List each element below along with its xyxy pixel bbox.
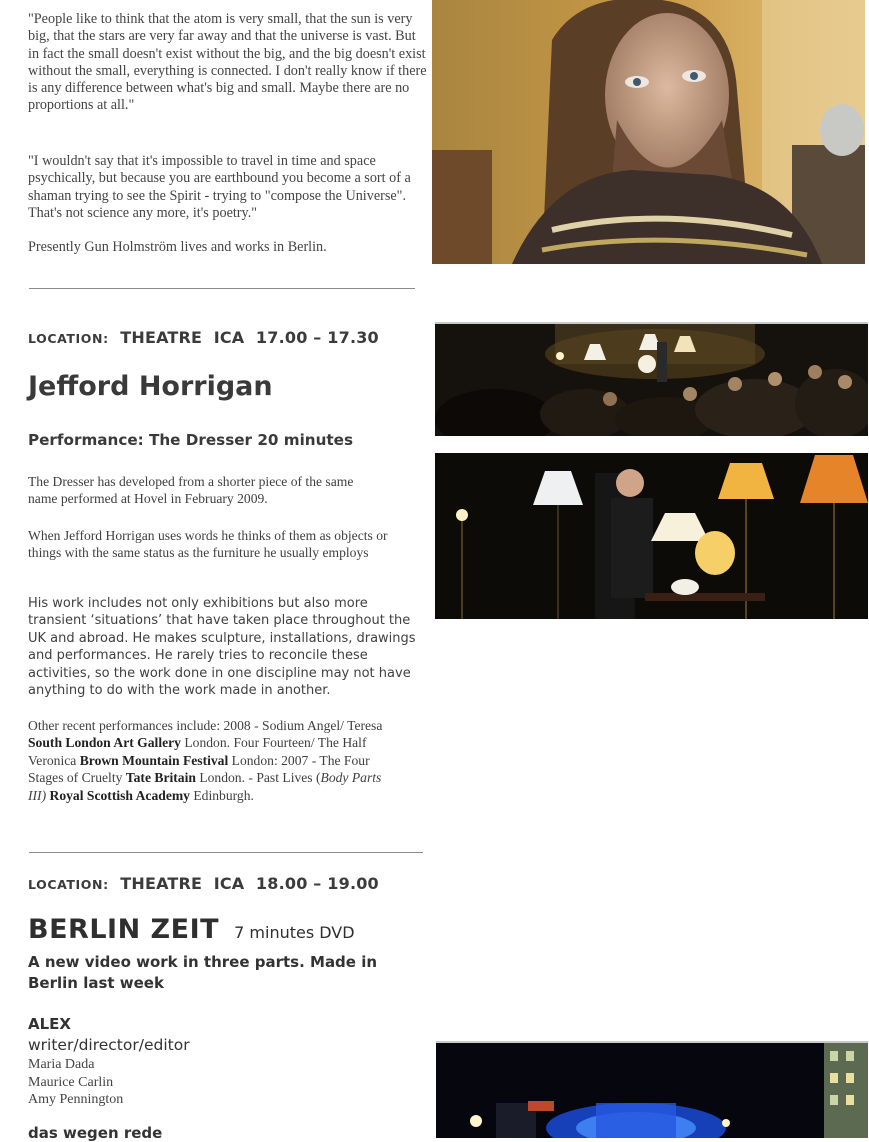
location-label-2: LOCATION: (28, 877, 109, 892)
recent-text-2: London. Four Fourteen/ The Half Veronica (28, 735, 367, 768)
night-city-photo (436, 1041, 868, 1138)
portrait-image (432, 0, 865, 264)
location-line-1 (28, 328, 379, 347)
performer-photo (435, 453, 868, 619)
portrait-photo (432, 0, 865, 264)
location-label: LOCATION: (28, 331, 109, 346)
location-value: THEATRE ICA 17.00 – 17.30 (120, 328, 379, 347)
words-paragraph: When Jefford Horrigan uses words he thinks of them as objects or things with the same status as the furniture he usually employs (28, 528, 388, 561)
venue-brown-mountain: Brown Mountain Festival (79, 752, 229, 768)
credits-list (28, 1056, 123, 1109)
location-line-2 (28, 874, 379, 893)
closing-line: Presently Gun Holmström lives and works in Berlin. (28, 239, 327, 255)
recent-text-3: London: 2007 - The Four Stages of Cruelty (28, 752, 370, 786)
night-city-image (436, 1043, 868, 1138)
audience-photo (435, 322, 868, 436)
recent-text-4: London. - Past Lives ( (195, 770, 321, 786)
film-duration: 7 minutes DVD (234, 923, 355, 942)
venue-south-london: South London Art Gallery (28, 735, 181, 751)
artist-name: Jefford Horrigan (28, 371, 273, 402)
divider-2 (29, 852, 423, 853)
film-title-line (28, 914, 355, 945)
next-part-title: das wegen rede (28, 1124, 163, 1142)
audience-image (435, 324, 868, 436)
work-paragraph: His work includes not only exhibitions but also more transient ‘situations’ that have taken place throughout the UK and abroad. He makes sculpture, installations, drawings and performances. He rarely tries to reconcile these activities, so the work done in one discipline may not have anything to do with the work made in another. (28, 596, 416, 699)
dresser-paragraph: The Dresser has developed from a shorter piece of the same name performed at Hovel in February 2009. (28, 474, 354, 507)
venue-tate-britain: Tate Britain (125, 770, 196, 786)
credit-name: Maria Dada (28, 1057, 95, 1072)
venue-royal-scottish: Royal Scottish Academy (49, 787, 190, 803)
credit-name: Maurice Carlin (28, 1074, 114, 1090)
performance-title: Performance: The Dresser 20 minutes (28, 431, 353, 449)
location-value-2: THEATRE ICA 18.00 – 19.00 (120, 874, 379, 893)
quote-paragraph-1: "People like to think that the atom is very small, that the sun is very big, that the stars are very far away and that the universe is vast. But in fact the small doesn't exist without the big, and the big doesn't exist without the small, everything is connected. I don't really know if there is any difference between what's big and small. Maybe there are no proportions at all." (28, 11, 427, 114)
role-label: writer/director/editor (28, 1036, 190, 1054)
recent-title-italic: Body Parts III) (28, 770, 382, 803)
recent-performances (28, 717, 383, 804)
performer-image (435, 453, 868, 619)
part-title: ALEX (28, 1015, 71, 1033)
recent-text-1: Other recent performances include: 2008 - Sodium Angel/ Teresa (28, 718, 383, 733)
quote-paragraph-2: "I wouldn't say that it's impossible to travel in time and space psychically, but because you are earthbound you become a sort of a shaman trying to see the Spirit - trying to "compose the Universe". That's not science any more, it's poetry." (28, 153, 411, 221)
divider-1 (29, 288, 415, 289)
credit-name: Amy Pennington (28, 1092, 124, 1107)
film-subtitle: A new video work in three parts. Made in Berlin last week (28, 953, 378, 992)
film-title: BERLIN ZEIT (28, 914, 220, 945)
recent-text-6: Edinburgh. (189, 787, 254, 803)
